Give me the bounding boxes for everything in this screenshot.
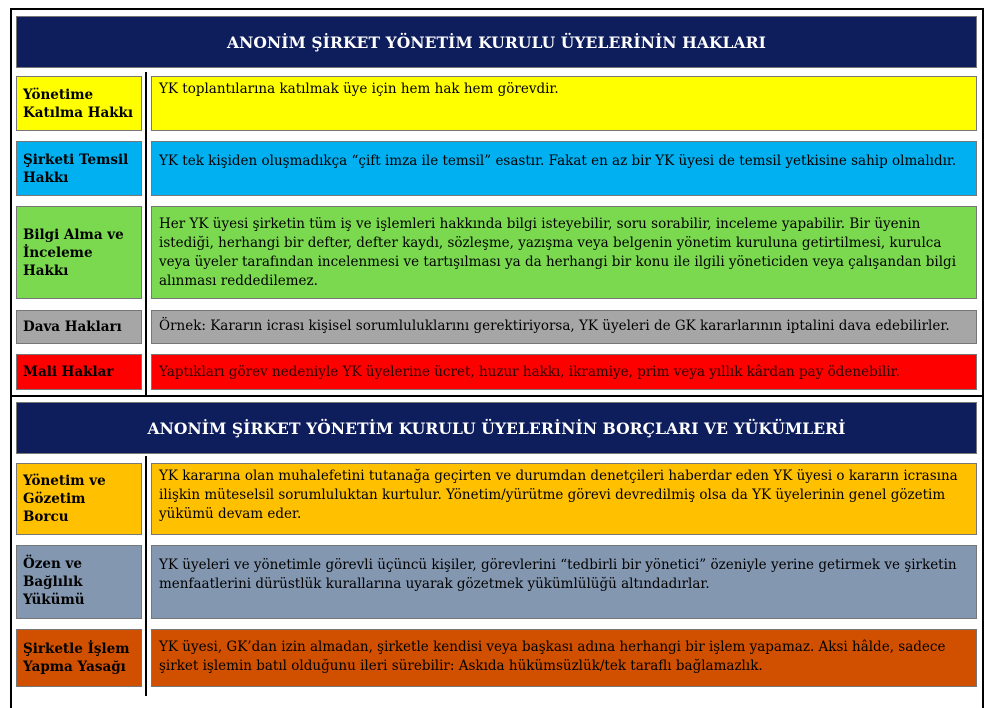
section-divider [10, 395, 984, 397]
row-label: Özen ve Bağlılık Yükümü [16, 545, 142, 619]
row-description: YK toplantılarına katılmak üye için hem hak hem görevdir. [151, 76, 977, 131]
row-description: YK üyesi, GK’dan izin almadan, şirketle kendisi veya başkası adına herhangi bir işlem yapamaz. Aksi hâlde, sadece şirket işlemin batıl olduğunu ileri sürebilir: Askıda hükümsüzlük/tek taraflı bağlamazlık. [151, 629, 977, 687]
row-description: Her YK üyesi şirketin tüm iş ve işlemleri hakkında bilgi isteyebilir, soru sorabilir, inceleme yapabilir. Bir üyenin istediği, herhangi bir defter, defter kaydı, sözleşme, yazışma veya belgenin yönetim kuruluna getirtilmesi, kurulca veya üyeler tarafından incelenmesi ve tartışılması ya da herhangi bir konu ile ilgili yöneticiden veya çalışandan bilgi alınması reddedilemez. [151, 206, 977, 299]
row-description: Yaptıkları görev nedeniyle YK üyelerine ücret, huzur hakkı, ikramiye, prim veya yıllık kârdan pay ödenebilir. [151, 354, 977, 390]
row-description: YK kararına olan muhalefetini tutanağa geçirten ve durumdan denetçileri haberdar eden YK üyesi o kararın icrasına ilişkin müteselsil sorumluluktan kurtulur. Yönetim/yürütme görevi devredilmiş olsa da YK üyelerinin genel gözetim yükümü devam eder. [151, 463, 977, 535]
section-title-rights: ANONİM ŞİRKET YÖNETİM KURULU ÜYELERİNİN HAKLARI [16, 16, 977, 68]
row-label: Mali Haklar [16, 354, 142, 390]
column-divider [145, 72, 147, 397]
row-description: YK tek kişiden oluşmadıkça “çift imza ile temsil” esastır. Fakat en az bir YK üyesi de temsil yetkisine sahip olmalıdır. [151, 141, 977, 196]
row-label: Yönetim ve Gözetim Borcu [16, 463, 142, 535]
row-description: Örnek: Kararın icrası kişisel sorumluluklarını gerektiriyorsa, YK üyeleri de GK kararlarının iptalini dava edebilirler. [151, 310, 977, 344]
row-label: Bilgi Alma ve İnceleme Hakkı [16, 206, 142, 299]
column-divider [145, 456, 147, 696]
row-label: Dava Hakları [16, 310, 142, 344]
row-description: YK üyeleri ve yönetimle görevli üçüncü kişiler, görevlerini “tedbirli bir yönetici” özeniyle yerine getirmek ve şirketin menfaatlerini dürüstlük kurallarına uyarak gözetmek yükümlülüğü altındadırlar. [151, 545, 977, 619]
row-label: Şirketle İşlem Yapma Yasağı [16, 629, 142, 687]
row-label: Yönetime Katılma Hakkı [16, 76, 142, 131]
row-label: Şirketi Temsil Hakkı [16, 141, 142, 196]
section-title-duties: ANONİM ŞİRKET YÖNETİM KURULU ÜYELERİNİN BORÇLARI VE YÜKÜMLERİ [16, 402, 977, 454]
